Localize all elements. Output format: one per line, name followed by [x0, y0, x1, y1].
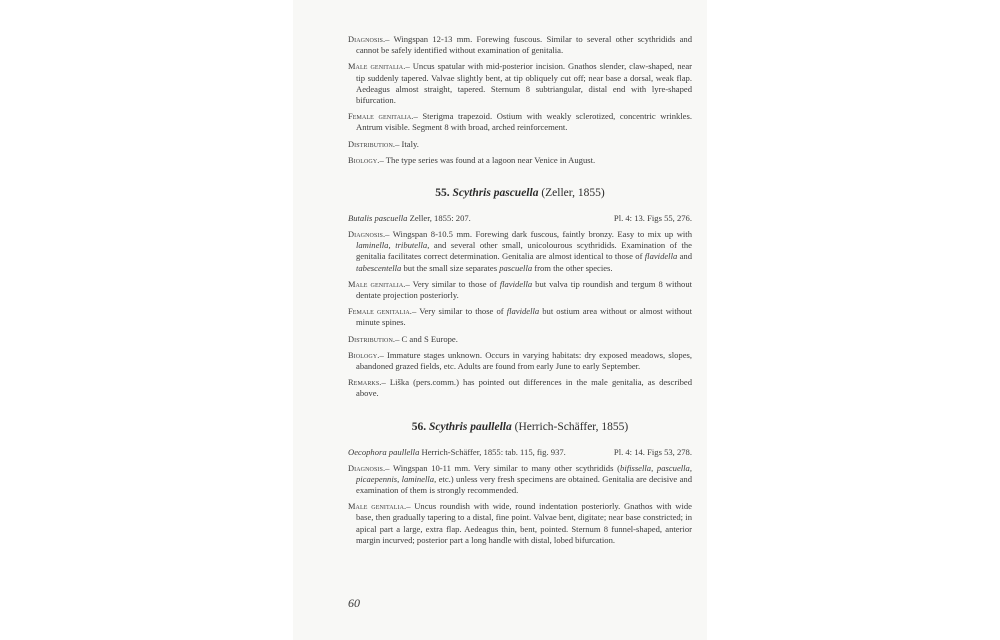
reference-text: Herrich-Schäffer, 1855: tab. 115, fig. 937. — [421, 446, 566, 457]
male-genitalia-text: – Uncus roundish with wide, round indentation posteriorly. Gnathos with wide base, then gradually tapering to a distal, fine point. Valvae bent, digitate; near base constricted; in apical part a large, extra flap. Aedeagus thin, bent, pointed. Sternum 8 funnel-shaped, anterior margin incurved; posterior part a long handle with distal, lobed bifurcation. — [356, 501, 692, 545]
diagnosis-text: – Wingspan 8-10.5 mm. Forewing dark fuscous, faintly bronzy. Easy to mix up with — [385, 229, 692, 240]
diagnosis-text: , — [651, 462, 657, 473]
biology-paragraph — [348, 155, 692, 166]
page-content — [348, 34, 692, 551]
diagnosis-paragraph — [348, 229, 692, 274]
remarks-label: Remarks. — [348, 378, 382, 388]
male-genitalia-label: Male genitalia. — [348, 279, 406, 289]
species-epithet: laminella — [356, 240, 389, 251]
male-genitalia-text: – Uncus spatular with mid-posterior incision. Gnathos slender, claw-shaped, near tip suddenly tapered. Valvae slightly bent, at tip obliquely cut off; near base a dorsal, weak flap. Aedeagus almost straight, tapered. Sternum 8 subtriangular, distal end with lyre-shaped bifurcation. — [356, 61, 692, 106]
diagnosis-text: – Wingspan 10-11 mm. Very similar to many other scythridids ( — [385, 462, 621, 473]
page-number: 60 — [348, 596, 360, 610]
diagnosis-text: , — [388, 240, 396, 251]
distribution-paragraph — [348, 139, 692, 150]
species-reference — [348, 447, 692, 458]
diagnosis-label: Diagnosis. — [348, 230, 386, 240]
male-genitalia-label: Male genitalia. — [348, 62, 406, 72]
diagnosis-text: , — [397, 473, 402, 484]
species-heading-56 — [348, 420, 692, 434]
distribution-text: – Italy. — [395, 138, 419, 149]
biology-label: Biology. — [348, 155, 380, 165]
female-genitalia-text: but ostium area without or almost without minute spines. — [356, 306, 692, 328]
diagnosis-text: , etc.) unless very fresh specimens are obtained. Genitalia are decisive and examination of them is strongly recommended. — [356, 473, 693, 496]
species-reference — [348, 213, 692, 224]
male-genitalia-paragraph — [348, 61, 692, 106]
male-genitalia-paragraph — [348, 279, 692, 301]
diagnosis-text: from the other species. — [532, 262, 613, 273]
species-heading-55 — [348, 186, 692, 200]
species-epithet: pascuella — [656, 462, 690, 473]
biology-label: Biology. — [348, 350, 380, 360]
species-author: (Herrich-Schäffer, 1855) — [514, 420, 629, 433]
diagnosis-paragraph — [348, 34, 692, 56]
reference-name: Oecophora paullella — [348, 446, 420, 457]
diagnosis-text: , — [689, 462, 693, 473]
species-epithet: bifissella — [620, 462, 652, 473]
species-number: 55. — [435, 187, 450, 200]
species-number: 56. — [411, 420, 427, 433]
diagnosis-text: and — [677, 251, 693, 262]
female-genitalia-paragraph — [348, 306, 692, 328]
remarks-text: – Liška (pers.comm.) has pointed out differences in the male genitalia, as described above. — [356, 377, 692, 399]
distribution-paragraph — [348, 334, 692, 345]
biology-text: – The type series was found at a lagoon near Venice in August. — [379, 154, 596, 165]
female-genitalia-label: Female genitalia. — [348, 307, 412, 317]
species-epithet: tabescentella — [356, 262, 402, 273]
male-genitalia-label: Male genitalia. — [348, 502, 407, 512]
biology-paragraph — [348, 350, 692, 372]
remarks-paragraph — [348, 377, 692, 399]
female-genitalia-paragraph — [348, 111, 692, 133]
distribution-label: Distribution. — [348, 139, 396, 149]
species-author: (Zeller, 1855) — [541, 187, 605, 200]
reference-text: Zeller, 1855: 207. — [409, 213, 471, 224]
species-epithet: pascuella — [499, 262, 533, 273]
male-genitalia-text: – Very similar to those of — [405, 278, 500, 289]
diagnosis-text: – Wingspan 12-13 mm. Forewing fuscous. Similar to several other scythridids and cannot be safely identified without examination of genitalia. — [356, 34, 692, 56]
reference-plate: Pl. 4: 13. Figs 55, 276. — [613, 213, 692, 224]
book-page — [293, 0, 707, 640]
biology-text: – Immature stages unknown. Occurs in varying habitats: dry exposed meadows, slopes, abandoned grazed fields, etc. Adults are found from early June to early September. — [356, 349, 692, 372]
species-epithet: flavidella — [499, 278, 533, 289]
reference-name: Butalis pascuella — [348, 213, 408, 224]
species-epithet: flavidella — [644, 251, 678, 262]
diagnosis-text: , and several other small, unicolourous scythridids. Examination of the genitalia facilitates correct determination. Genitalia are almost identical to those of — [356, 240, 693, 262]
species-epithet: tributella — [395, 240, 428, 251]
species-epithet: picaepennis — [356, 473, 398, 484]
diagnosis-label: Diagnosis. — [348, 463, 386, 473]
species-name: Scythris paullella — [428, 420, 512, 433]
distribution-text: – C and S Europe. — [395, 333, 458, 344]
diagnosis-label: Diagnosis. — [348, 35, 386, 44]
species-name: Scythris pascuella — [452, 187, 539, 200]
species-epithet: flavidella — [506, 306, 540, 317]
diagnosis-text: but the small size separates — [401, 262, 500, 273]
female-genitalia-label: Female genitalia. — [348, 112, 414, 122]
reference-plate: Pl. 4: 14. Figs 53, 278. — [613, 446, 692, 457]
reference-citation — [348, 447, 566, 458]
female-genitalia-text: – Very similar to those of — [411, 306, 507, 317]
diagnosis-paragraph — [348, 463, 692, 497]
reference-citation — [348, 213, 471, 224]
distribution-label: Distribution. — [348, 334, 396, 344]
female-genitalia-text: – Sterigma trapezoid. Ostium with weakly sclerotized, concentric wrinkles. Antrum visible. Segment 8 with broad, arched reinforcement. — [356, 111, 692, 133]
species-epithet: laminella — [401, 473, 435, 484]
male-genitalia-text: but valva tip roundish and tergum 8 without dentate projection posteriorly. — [356, 278, 693, 301]
male-genitalia-paragraph — [348, 501, 692, 546]
